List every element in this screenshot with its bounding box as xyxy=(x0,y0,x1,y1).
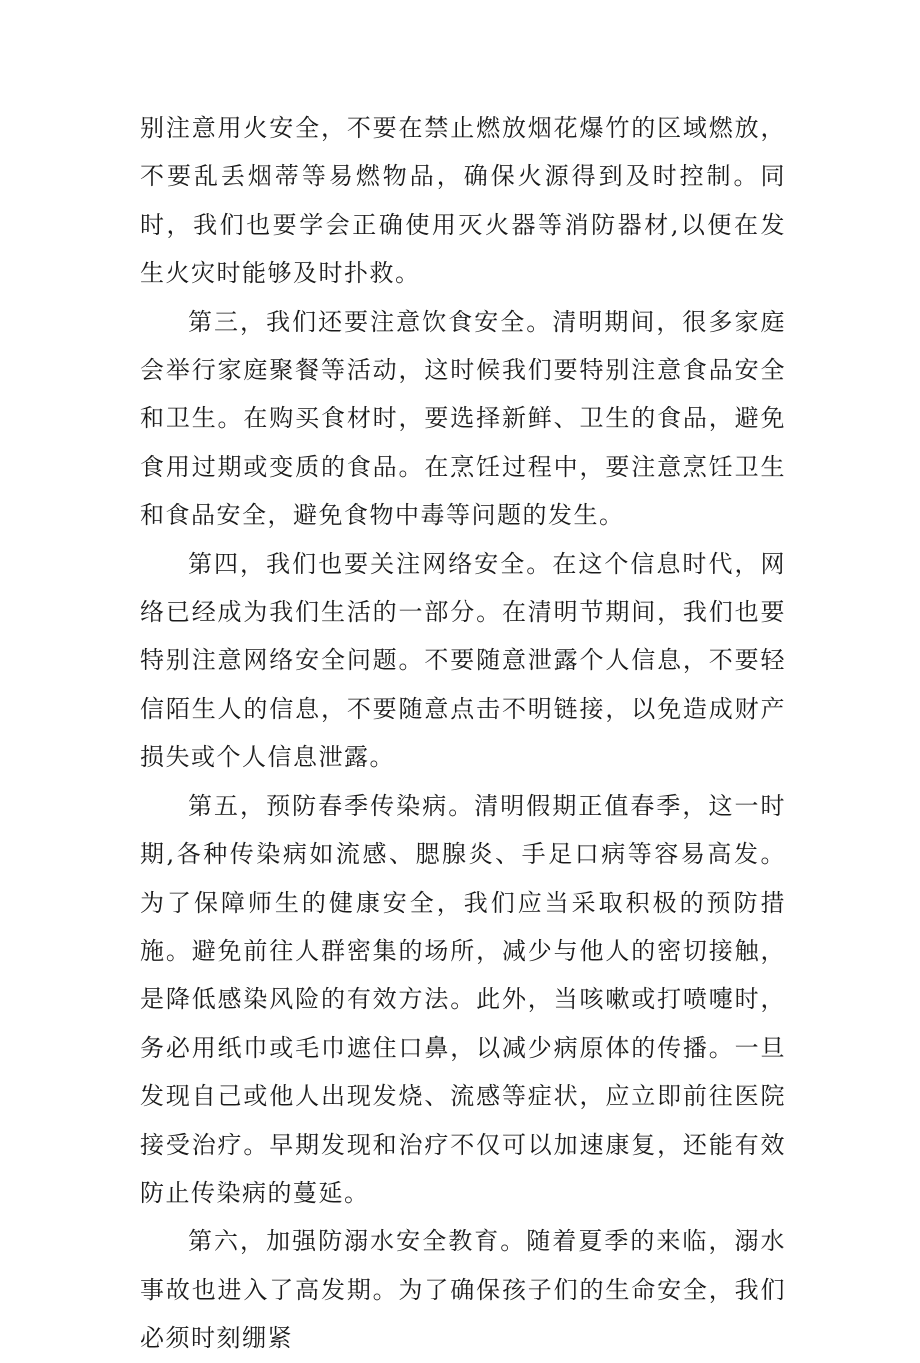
paragraph-drowning-prevention: 第六，加强防溺水安全教育。随着夏季的来临，溺水事故也进入了高发期。为了确保孩子们的生命安全，我们必须时刻绷紧 xyxy=(140,1227,786,1353)
paragraph-food-safety: 第三，我们还要注意饮食安全。清明期间，很多家庭会举行家庭聚餐等活动，这时候我们要特别注意食品安全和卫生。在购买食材时，要选择新鲜、卫生的食品，避免食用过期或变质的食品。在烹饪过程中，要注意烹饪卫生和食品安全，避免食物中毒等问题的发生。 xyxy=(140,307,786,530)
paragraph-network-safety: 第四，我们也要关注网络安全。在这个信息时代，网络已经成为我们生活的一部分。在清明节期间，我们也要特别注意网络安全问题。不要随意泄露个人信息，不要轻信陌生人的信息，不要随意点击不明链接，以免造成财产损失或个人信息泄露。 xyxy=(140,549,786,772)
paragraph-spring-disease-prevention: 第五，预防春季传染病。清明假期正值春季，这一时期,各种传染病如流感、腮腺炎、手足口病等容易高发。为了保障师生的健康安全，我们应当采取积极的预防措施。避免前往人群密集的场所，减少与他人的密切接触，是降低感染风险的有效方法。此外，当咳嗽或打喷嚏时，务必用纸巾或毛巾遮住口鼻，以减少病原体的传播。一旦发现自己或他人出现发烧、流感等症状，应立即前往医院接受治疗。早期发现和治疗不仅可以加速康复，还能有效防止传染病的蔓延。 xyxy=(140,791,786,1207)
paragraph-continuation-fire-safety: 别注意用火安全，不要在禁止燃放烟花爆竹的区域燃放，不要乱丢烟蒂等易燃物品，确保火源得到及时控制。同时，我们也要学会正确使用灭火器等消防器材,以便在发生火灾时能够及时扑救。 xyxy=(140,114,786,288)
document-body xyxy=(140,104,786,1363)
